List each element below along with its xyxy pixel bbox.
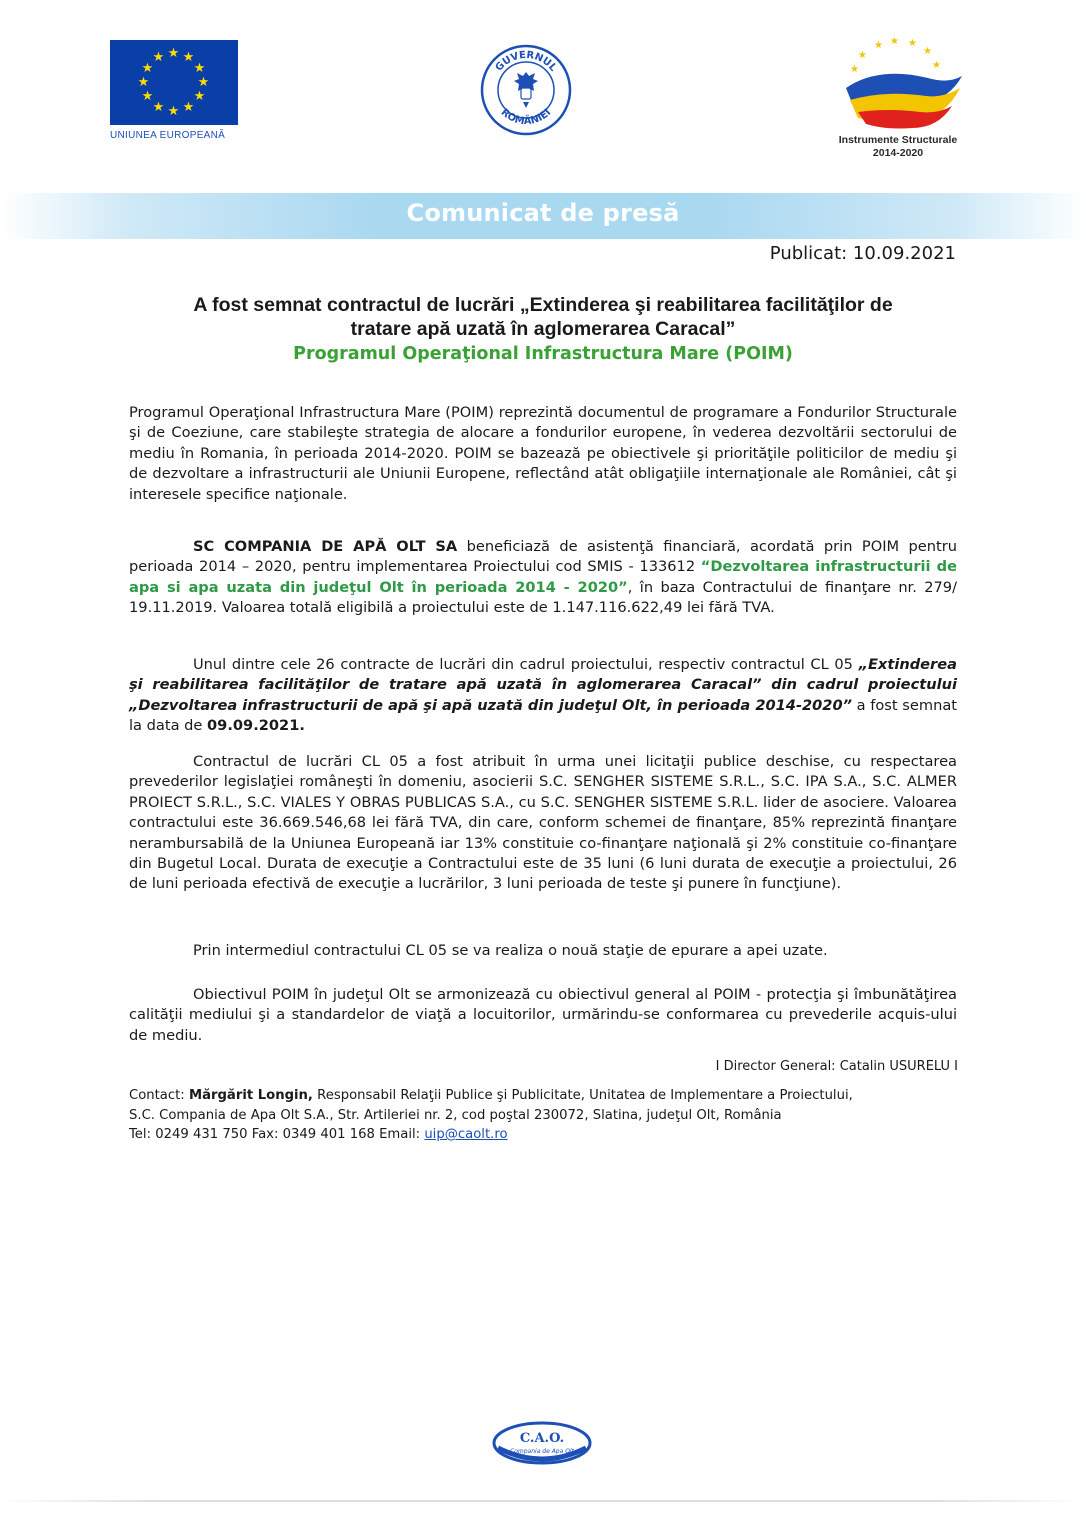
cao-company-icon bbox=[490, 1418, 594, 1468]
banner-title: Comunicat de presă bbox=[406, 199, 680, 227]
press-release-banner bbox=[0, 193, 1086, 239]
svg-text:ROMÂNIEI: ROMÂNIEI bbox=[498, 107, 554, 128]
svg-text:GUVERNUL: GUVERNUL bbox=[493, 49, 559, 74]
paragraph-contract-signed bbox=[129, 655, 957, 737]
contact-email-link[interactable]: uip@caolt.ro bbox=[424, 1127, 508, 1142]
svg-text:★: ★ bbox=[850, 64, 859, 75]
publish-date: Publicat: 10.09.2021 bbox=[769, 243, 956, 264]
signing-date: 09.09.2021. bbox=[207, 717, 305, 735]
contact-label: Contact: bbox=[129, 1088, 189, 1103]
is-caption-title: Instrumente Structurale bbox=[838, 134, 958, 146]
contact-block bbox=[129, 1086, 959, 1145]
paragraph-poim-intro: Programul Operaţional Infrastructura Mare (POIM) reprezintă documentul de programare a Fondurilor Structurale şi de Coeziune, care stabileşte strategia de alocare a fondurilor europene, în vederea dezvoltării sectorului de mediu în Romania, în perioada 2014-2020. POIM se bazează pe obiectivele şi priorităţile politicilor de mediu şi de dezvoltare a infrastructurii ale Uniunii Europene, reflectând atât obligaţiile internaţionale ale României, cât şi interesele specifice naţionale. bbox=[129, 404, 957, 503]
svg-text:★: ★ bbox=[858, 50, 867, 61]
program-subtitle: Programul Operaţional Infrastructura Mare (POIM) bbox=[293, 344, 793, 364]
eu-flag-icon: ★ ★ ★ ★ ★ ★ ★ ★ ★ ★ ★ ★ bbox=[110, 40, 238, 125]
svg-text:★: ★ bbox=[874, 40, 883, 51]
contact-line-1 bbox=[129, 1086, 959, 1106]
structural-instruments-icon bbox=[828, 38, 968, 130]
contract-title: „Extinderea şi reabilitarea facilităţilor de tratare apă uzată în aglomerarea Caracal” din cadrul proiectului „Dezvoltarea infrastructurii de apă şi apă uzată din judeţul Olt, în perioada 2014-2020” bbox=[129, 656, 957, 714]
paragraph-financing-text-b: , în baza Contractului de finanţare nr. 279/ 19.11.2019. Valoarea totală eligibilă a proiectului este de 1.147.116.622,49 lei fără TVA. bbox=[129, 578, 958, 617]
paragraph-financing bbox=[129, 537, 957, 619]
contact-phones: Tel: 0249 431 750 Fax: 0349 401 168 Email: bbox=[129, 1127, 425, 1142]
svg-text:★: ★ bbox=[890, 38, 899, 47]
is-caption bbox=[828, 134, 968, 160]
contact-line-2: S.C. Compania de Apa Olt S.A., Str. Artileriei nr. 2, cod poştal 230072, Slatina, judeţul Olt, România bbox=[129, 1107, 782, 1123]
footer-divider bbox=[0, 1500, 1086, 1502]
paragraph-treatment-station: Prin intermediul contractului CL 05 se va realiza o nouă staţie de epurare a apei uzate. bbox=[193, 942, 828, 959]
paragraph-financing-text-a: beneficiază de asistenţă financiară, acordată prin POIM pentru perioada 2014 – 2020, pentru implementarea Proiectului cod SMIS - 133612 bbox=[129, 538, 957, 576]
headline-line-1: A fost semnat contractul de lucrări „Extinderea şi reabilitarea facilităţilor de bbox=[193, 294, 893, 316]
paragraph-contract-details: Contractul de lucrări CL 05 a fost atribuit în urma unei licitaţii publice deschise, cu respectarea prevederilor legislaţiei româneşti în domeniu, asocierii S.C. SENGHER SISTEME S.R.L., S.C. IPA S.A., S.C. ALMER PROIECT S.R.L., S.C. VIALES Y OBRAS PUBLICAS S.A., cu S.C. SENGHER SISTEME S.R.L. lider de asociere. Valoarea contractului este 36.669.546,68 lei fără TVA, din care, conform schemei de finanţare, 85% reprezintă finanţare nerambursabilă de la Uniunea Europeană iar 13% constituie co-finanţare naţională şi 2% constituie co-finanţare din Bugetul Local. Durata de execuţie a Contractului este de 35 luni (6 luni durata de execuţie a proiectului, 26 de luni perioada efectivă de execuţie a lucrărilor, 3 luni perioada de teste şi punere în funcţiune). bbox=[129, 753, 957, 893]
company-name: SC COMPANIA DE APĂ OLT SA bbox=[193, 538, 458, 555]
paragraph-objective: Obiectivul POIM în judeţul Olt se armonizează cu obiectivul general al POIM - protecţia şi îmbunătăţirea calităţii mediului şi a standardelor de viaţă a locuitorilor, urmărindu-se conformarea cu prevederile acquis-ului de mediu. bbox=[129, 986, 957, 1044]
project-title: “Dezvoltarea infrastructurii de apa si apa uzata din judeţul Olt în perioada 2014 - 2020” bbox=[129, 558, 957, 596]
government-seal-icon bbox=[480, 44, 572, 136]
eu-caption: UNIUNEA EUROPEANĂ bbox=[110, 130, 226, 141]
svg-text:C.A.O.: C.A.O. bbox=[519, 1431, 565, 1446]
svg-text:★: ★ bbox=[932, 60, 941, 71]
eu-logo bbox=[110, 40, 240, 141]
is-caption-years: 2014-2020 bbox=[872, 147, 924, 159]
romanian-government-logo bbox=[480, 44, 572, 136]
paragraph-contract-text-a: Unul dintre cele 26 contracte de lucrări din cadrul proiectului, respectiv contractul CL 05 bbox=[193, 656, 859, 673]
contact-line-3 bbox=[129, 1125, 959, 1145]
paragraph-contract-text-b: a fost semnat la data de bbox=[129, 696, 957, 735]
svg-text:Compania de Apa Olt: Compania de Apa Olt bbox=[510, 1448, 574, 1455]
contact-name: Mărgărit Longin, bbox=[188, 1088, 313, 1103]
contact-role: Responsabil Relaţii Publice şi Publicitate, Unitatea de Implementare a Proiectului, bbox=[312, 1088, 853, 1103]
instrumente-structurale-logo bbox=[828, 38, 968, 160]
signature: I Director General: Catalin USURELU I bbox=[715, 1059, 958, 1074]
headline bbox=[120, 293, 966, 341]
svg-text:★: ★ bbox=[923, 46, 932, 57]
cao-logo bbox=[490, 1418, 594, 1468]
svg-text:★: ★ bbox=[908, 38, 917, 49]
headline-line-2: tratare apă uzată în aglomerarea Caracal” bbox=[350, 318, 736, 340]
